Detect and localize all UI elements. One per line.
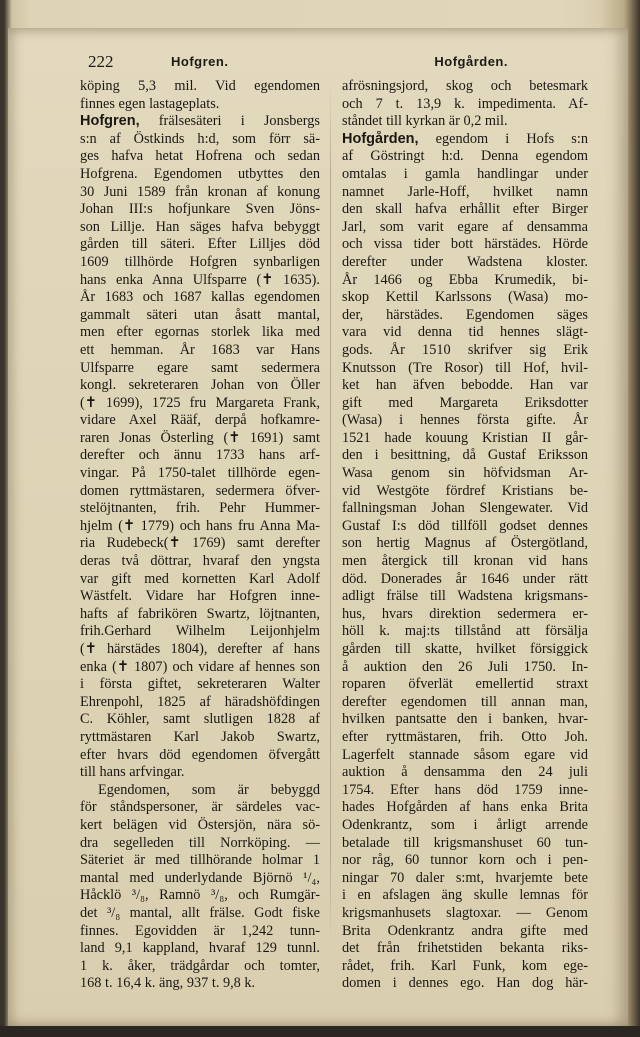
text-line: 1754. Efter hans död 1759 inne- bbox=[342, 781, 588, 798]
text-line: (Wasa) i hennes första gifte. År bbox=[342, 412, 588, 429]
text-line: frih.Gerhard Wilhelm Leijonhjelm bbox=[80, 623, 320, 640]
text-line: dra segelleden till Norrköping. — bbox=[80, 834, 320, 851]
text-line: och 7 t. 13,9 k. impedimenta. Af- bbox=[342, 95, 588, 112]
text-line: Johan III:s hofjunkare Sven Jöns- bbox=[80, 201, 320, 218]
text-line: Knutsson (Tre Rosor) till Hof, hvil- bbox=[342, 359, 588, 376]
text-line: Hofgrena. Egendomen utbyttes den bbox=[80, 165, 320, 182]
text-line: ket han äfven bebodde. Han var bbox=[342, 377, 588, 394]
text-line: gammalt säteri utan åsatt mantal, bbox=[80, 306, 320, 323]
entry-heading-line: Hofgården, egendom i Hofs s:n bbox=[342, 130, 588, 147]
text-line: betalade till krigsmanshuset 60 tun- bbox=[342, 834, 588, 851]
entry-heading-line: Hofgren, frälsesäteri i Jonsbergs bbox=[80, 113, 320, 130]
text-line: men efter egornas storlek lika med bbox=[80, 324, 320, 341]
text-line: År 1683 och 1687 kallas egendomen bbox=[80, 289, 320, 306]
text-line: död. Donerades år 1646 under rätt bbox=[342, 570, 588, 587]
text-line: efter ryttmästaren, frih. Otto Joh. bbox=[342, 728, 588, 745]
text-line: derefter egendomen till annan man, bbox=[342, 693, 588, 710]
text-line: hans enka Anna Ulfsparre (✝ 1635). bbox=[80, 271, 320, 288]
text-line: der, härstädes. Egendomen säges bbox=[342, 306, 588, 323]
text-line: men återgick till kronan vid hans bbox=[342, 553, 588, 570]
text-line: 168 t. 16,4 k. äng, 937 t. 9,8 k. bbox=[80, 975, 256, 992]
text-line: köping 5,3 mil. Vid egendomen bbox=[80, 78, 320, 94]
text-line: ståndet till kyrkan är 0,2 mil. bbox=[342, 113, 508, 130]
text-line: den i besittning, då Gustaf Eriksson bbox=[342, 447, 588, 464]
text-line: Wasa genom sin höfvidsman Ar- bbox=[342, 465, 588, 482]
text-line: enka (✝ 1807) och vidare af hennes son bbox=[80, 658, 320, 675]
text-line: efter hvars död egendomen öfvergått bbox=[80, 746, 320, 763]
text-line: C. Köhler, samt slutligen 1828 af bbox=[80, 711, 320, 728]
text-line: finnes egen lastageplats. bbox=[80, 95, 220, 112]
text-line: domen i dennes ego. Han dog här- bbox=[342, 975, 588, 992]
text-line: stelöjtnanten, frih. Pehr Hummer- bbox=[80, 500, 320, 517]
text-line: vidare Axel Rääf, derpå hofkamre- bbox=[80, 412, 320, 429]
text-line: Gustaf I:s död tillföll godset dennes bbox=[342, 517, 588, 534]
text-line: Jarl, som varit egare af densamma bbox=[342, 218, 588, 235]
text-line: i en afslagen äng skulle lemnas för bbox=[342, 887, 588, 904]
running-head-right: Hofgården. bbox=[434, 54, 508, 69]
text-line: det ³/₈ mantal, allt frälse. Godt fiske bbox=[80, 904, 320, 921]
text-line: Wästfelt. Vidare har Hofgren inne- bbox=[80, 588, 320, 605]
text-line: Håcklö ³/₈, Ramnö ³/₈, och Rumgär- bbox=[80, 887, 320, 904]
text-line: derefter under Wadstena kloster. bbox=[342, 253, 588, 270]
text-line: ryttmästaren Karl Jakob Swartz, bbox=[80, 728, 320, 745]
text-line: gården till skatte, hvilket försiggick bbox=[342, 641, 588, 657]
text-line: hus, hvars direktion sedermera er- bbox=[342, 605, 588, 622]
scan-edge bbox=[0, 1026, 640, 1037]
text-line: hvilken pantsatte den i banken, hvar- bbox=[342, 711, 588, 728]
text-line: son Lillje. Han säges hafva bebyggt bbox=[80, 218, 320, 235]
text-line: var gift med kornetten Karl Adolf bbox=[80, 570, 320, 587]
text-line: hjelm (✝ 1779) och hans fru Anna Ma- bbox=[80, 517, 320, 534]
text-line: År 1466 og Ebba Krumedik, bi- bbox=[342, 271, 588, 288]
text-line: höll k. maj:ts tillstånd att försälja bbox=[342, 623, 588, 640]
text-line: Ehrenpohl, 1825 af häradshöfdingen bbox=[80, 693, 320, 710]
left-text-column bbox=[80, 78, 320, 993]
text-line: och vissa tider bott härstädes. Hörde bbox=[342, 236, 588, 253]
text-line: vara vid denna tid hennes slägt- bbox=[342, 324, 588, 341]
text-line: ria Rudebeck(✝ 1769) samt derefter bbox=[80, 535, 320, 552]
text-line: krigsmanhusets slagtoxar. — Genom bbox=[342, 904, 588, 921]
text-line: 1609 tillhörde Hofgren synbarligen bbox=[80, 253, 320, 270]
text-line: Säteriet är med tillhörande holmar 1 bbox=[80, 852, 320, 869]
text-line: af Göstringt h:d. Denna egendom bbox=[342, 148, 588, 165]
text-line: s:n af Östkinds h:d, som förr sä- bbox=[80, 130, 320, 147]
text-line: afrösningsjord, skog och betesmark bbox=[342, 78, 588, 94]
text-line: Brita Odenkrantz andra gifte med bbox=[342, 922, 588, 939]
text-line: raren Jonas Österling (✝ 1691) samt bbox=[80, 429, 320, 446]
text-line: Egendomen, som är bebyggd bbox=[98, 781, 320, 798]
text-line: i första giftet, sekreteraren Walter bbox=[80, 676, 320, 693]
text-line: deras två döttrar, hvaraf den yngsta bbox=[80, 553, 320, 570]
text-line: land 9,1 kappland, hvaraf 129 tunnl. bbox=[80, 940, 320, 957]
text-line: nor råg, 60 tunnor korn och i pen- bbox=[342, 852, 588, 869]
text-line: gods. År 1510 skrifver sig Erik bbox=[342, 341, 588, 358]
running-head-left: Hofgren. bbox=[171, 54, 229, 69]
text-line: å auktion den 26 Juli 1750. In- bbox=[342, 658, 588, 675]
column-divider bbox=[330, 82, 331, 942]
text-line: den skall hafva erhållit efter Birger bbox=[342, 201, 588, 218]
text-line: hades Hofgården af hans enka Brita bbox=[342, 799, 588, 816]
text-line: skop Kettil Karlssons (Wasa) mo- bbox=[342, 289, 588, 306]
text-line: för ståndspersoner, är särdeles vac- bbox=[80, 799, 320, 816]
text-line: 1 k. åker, trädgårdar och tomter, bbox=[80, 957, 320, 974]
page-header bbox=[88, 52, 508, 72]
text-line: finnes. Egovidden är 1,242 tunn- bbox=[80, 922, 320, 939]
text-line: rådet, frih. Karl Funk, kom ege- bbox=[342, 957, 588, 974]
text-line: Lagerfelt stannade såsom egare vid bbox=[342, 746, 588, 763]
text-line: kert belägen vid Östersjön, nära sö- bbox=[80, 816, 320, 833]
text-line: till hans arfvingar. bbox=[80, 764, 185, 781]
text-line: adligt frälse till Wadstena krigsmans- bbox=[342, 588, 588, 605]
text-line: hafts af fabrikören Swartz, löjtnanten, bbox=[80, 605, 320, 622]
text-line: mantal med underlydande Björnö ¹/₄, bbox=[80, 869, 320, 886]
text-line: omtalas i gamla handlingar under bbox=[342, 165, 588, 182]
page-number: 222 bbox=[88, 52, 114, 71]
text-line: (✝ 1699), 1725 fru Margareta Frank, bbox=[80, 394, 320, 411]
text-line: 30 Juni 1589 från kronan af konung bbox=[80, 183, 320, 200]
text-line: vingar. På 1750-talet tillhörde egen- bbox=[80, 465, 320, 482]
text-line: namnet Jarle-Hoff, hvilket namn bbox=[342, 183, 588, 200]
text-line: ningar 70 daler s:mt, hvarjemte bete bbox=[342, 869, 588, 886]
text-line: Odenkrantz, som i årligt arrende bbox=[342, 816, 588, 833]
text-line: det från frihetstiden bekanta riks- bbox=[342, 940, 588, 957]
text-line: ges hafva hetat Hofrena och sedan bbox=[80, 148, 320, 165]
text-line: (✝ härstädes 1804), derefter af hans bbox=[80, 641, 320, 657]
text-line: gift med Margareta Eriksdotter bbox=[342, 394, 588, 411]
text-line: auktion å densamma den 24 juli bbox=[342, 764, 588, 781]
text-line: gården till säteri. Efter Lilljes död bbox=[80, 236, 320, 253]
text-line: vid Westgöte fördref Kristians be- bbox=[342, 482, 588, 499]
text-line: Ulfsparre egare samt sedermera bbox=[80, 359, 320, 376]
text-line: son hertig Magnus af Östergötland, bbox=[342, 535, 588, 552]
text-line: ett hemman. År 1683 var Hans bbox=[80, 341, 320, 358]
text-line: 1521 hade kouung Kristian II går- bbox=[342, 429, 588, 446]
right-text-column bbox=[342, 78, 588, 993]
text-line: roparen öfverlät emellertid straxt bbox=[342, 676, 588, 693]
text-line: derefter och ännu 1733 hans arf- bbox=[80, 447, 320, 464]
text-line: fallningsman Johan Slengewater. Vid bbox=[342, 500, 588, 517]
text-line: kongl. sekreteraren Johan von Öller bbox=[80, 377, 320, 394]
text-line: domen ryttmästaren, sedermera öfver- bbox=[80, 482, 320, 499]
